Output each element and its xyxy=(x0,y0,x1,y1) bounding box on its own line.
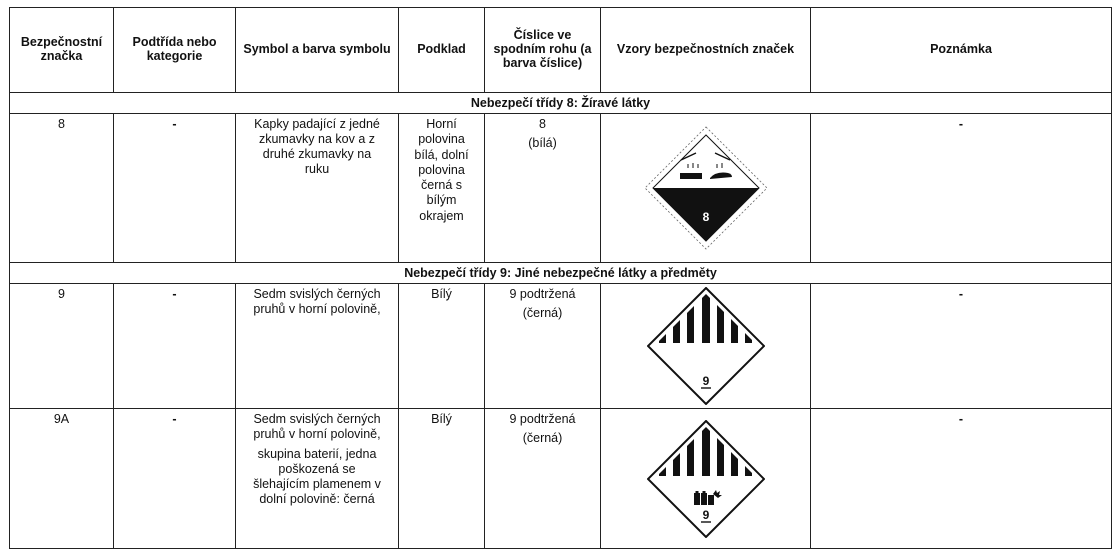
sign-number: 9 xyxy=(702,507,709,522)
section-title-class8: Nebezpečí třídy 8: Žíravé látky xyxy=(10,93,1112,114)
row-background: Bílý xyxy=(431,412,452,426)
row-background: Bílý xyxy=(431,287,452,301)
section-row-class9 xyxy=(10,263,1112,284)
row-numeral: 8 (bílá) xyxy=(528,117,557,150)
table-row xyxy=(10,409,1112,549)
row-subclass: - xyxy=(172,117,177,131)
row-label: 9A xyxy=(53,412,70,426)
row-numeral: 9 podtržená (černá) xyxy=(509,287,576,320)
table-header-row xyxy=(10,8,1112,93)
header-podklad: Podklad xyxy=(399,8,485,93)
row-symbol: Sedm svislých černých pruhů v horní polovině, skupina baterií, jedna poškozená se šlehajícím plamenem v dolní polovině: černá xyxy=(253,412,381,506)
table-row xyxy=(10,284,1112,409)
row-numeral: 9 podtržená (černá) xyxy=(509,412,576,445)
section-title-class9: Nebezpečí třídy 9: Jiné nebezpečné látky a předměty xyxy=(10,263,1112,284)
row-symbol: Kapky padající z jedné zkumavky na kov a z druhé zkumavky na ruku xyxy=(254,117,380,176)
row-symbol: Sedm svislých černých pruhů v horní polovině, xyxy=(253,287,381,316)
corrosive-hazard-sign xyxy=(644,126,768,250)
row-note: - xyxy=(958,412,964,426)
header-vzory: Vzory bezpečnostních značek xyxy=(601,8,811,93)
row-note: - xyxy=(958,117,964,131)
section-row-class8 xyxy=(10,93,1112,114)
lithium-battery-hazard-sign xyxy=(647,420,765,538)
sign-number: 8 xyxy=(702,210,709,224)
row-note: - xyxy=(958,287,964,301)
row-label: 8 xyxy=(58,117,65,131)
row-subclass: - xyxy=(172,287,177,301)
header-cislice: Číslice ve spodním rohu (a barva číslice) xyxy=(485,8,601,93)
header-poznamka: Poznámka xyxy=(811,8,1112,93)
sign-number: 9 xyxy=(702,374,709,388)
header-symbol: Symbol a barva symbolu xyxy=(236,8,399,93)
hazard-labels-table xyxy=(9,7,1112,549)
row-label: 9 xyxy=(58,287,65,301)
header-bezpecnostni-znacka: Bezpečnostní značka xyxy=(10,8,114,93)
row-background: Horní polovina bílá, dolní polovina černá s bílým okrajem xyxy=(414,117,469,223)
miscellaneous-hazard-sign xyxy=(647,287,765,405)
header-podtrida: Podtřída nebo kategorie xyxy=(114,8,236,93)
row-subclass: - xyxy=(172,412,177,426)
table-row xyxy=(10,114,1112,263)
metal-plate-icon xyxy=(680,173,702,179)
